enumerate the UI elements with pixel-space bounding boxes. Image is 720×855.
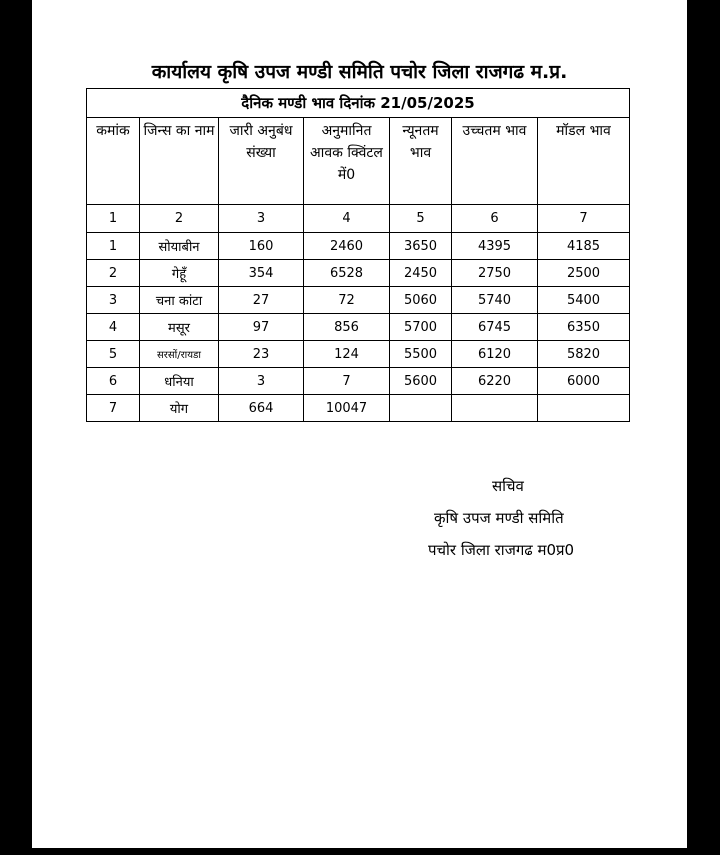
table-cell: 3 [219,368,304,395]
table-cell: 6528 [304,260,390,287]
table-cell: 354 [219,260,304,287]
table-cell: 5500 [390,341,452,368]
table-cell: 5 [87,341,140,368]
table-cell: 7 [87,395,140,422]
table-cell: 10047 [304,395,390,422]
table-cell: 2750 [452,260,538,287]
table-cell: 27 [219,287,304,314]
table-cell: 2 [87,260,140,287]
table-cell: 23 [219,341,304,368]
table-cell: धनिया [140,368,219,395]
table-cell: 3650 [390,233,452,260]
table-cell: योग [140,395,219,422]
table-cell: 4 [87,314,140,341]
table-cell: 3 [87,287,140,314]
column-number: 4 [304,205,390,233]
column-number: 7 [538,205,630,233]
table-cell: 2450 [390,260,452,287]
table-cell: 1 [87,233,140,260]
table-cell: 2500 [538,260,630,287]
table-cell: 72 [304,287,390,314]
table-cell: 2460 [304,233,390,260]
table-cell: 5600 [390,368,452,395]
table-cell: 7 [304,368,390,395]
table-row [87,314,630,341]
column-number: 6 [452,205,538,233]
table-cell: 6350 [538,314,630,341]
table-cell [390,395,452,422]
column-header: जिन्स का नाम [140,118,219,205]
table-row [87,233,630,260]
table-cell: 5820 [538,341,630,368]
table-cell: मसूर [140,314,219,341]
table-row [87,287,630,314]
column-number: 2 [140,205,219,233]
office-heading: कार्यालय कृषि उपज मण्डी समिति पचोर जिला राजगढ म.प्र. [151,61,568,83]
column-number: 3 [219,205,304,233]
table-row [87,260,630,287]
table-cell: 97 [219,314,304,341]
column-header: अनुमानित आवक क्विंटल में0 [304,118,390,205]
column-header: उच्चतम भाव [452,118,538,205]
column-number-row [87,205,630,233]
table-header-row [87,118,630,205]
table-row [87,341,630,368]
table-cell: 6120 [452,341,538,368]
table-cell: 6000 [538,368,630,395]
table-cell [538,395,630,422]
table-cell: सोयाबीन [140,233,219,260]
table-cell: सरसों/रायडा [140,341,219,368]
table-cell: 160 [219,233,304,260]
column-header: कमांक [87,118,140,205]
signatory-office: कृषि उपज मण्डी समिति [434,509,564,527]
column-number: 1 [87,205,140,233]
table-cell: 5400 [538,287,630,314]
table-cell: 6 [87,368,140,395]
table-cell: गेहूँ [140,260,219,287]
signatory-title: सचिव [492,477,524,495]
table-cell [452,395,538,422]
column-header: न्यूनतम भाव [390,118,452,205]
table-cell: 664 [219,395,304,422]
daily-rates-table [86,88,630,422]
table-cell: 4185 [538,233,630,260]
table-row [87,368,630,395]
table-cell: 5700 [390,314,452,341]
signature-block [420,470,630,566]
column-header: जारी अनुबंध संख्या [219,118,304,205]
column-header: मॉडल भाव [538,118,630,205]
table-cell: 5060 [390,287,452,314]
signatory-location: पचोर जिला राजगढ म0प्र0 [428,541,575,559]
table-title: दैनिक मण्डी भाव दिनांक 21/05/2025 [87,89,630,118]
table-cell: 4395 [452,233,538,260]
table-cell: 6745 [452,314,538,341]
table-cell: 856 [304,314,390,341]
column-number: 5 [390,205,452,233]
table-cell: 5740 [452,287,538,314]
table-cell: 6220 [452,368,538,395]
table-row-total [87,395,630,422]
table-cell: 124 [304,341,390,368]
table-cell: चना कांटा [140,287,219,314]
